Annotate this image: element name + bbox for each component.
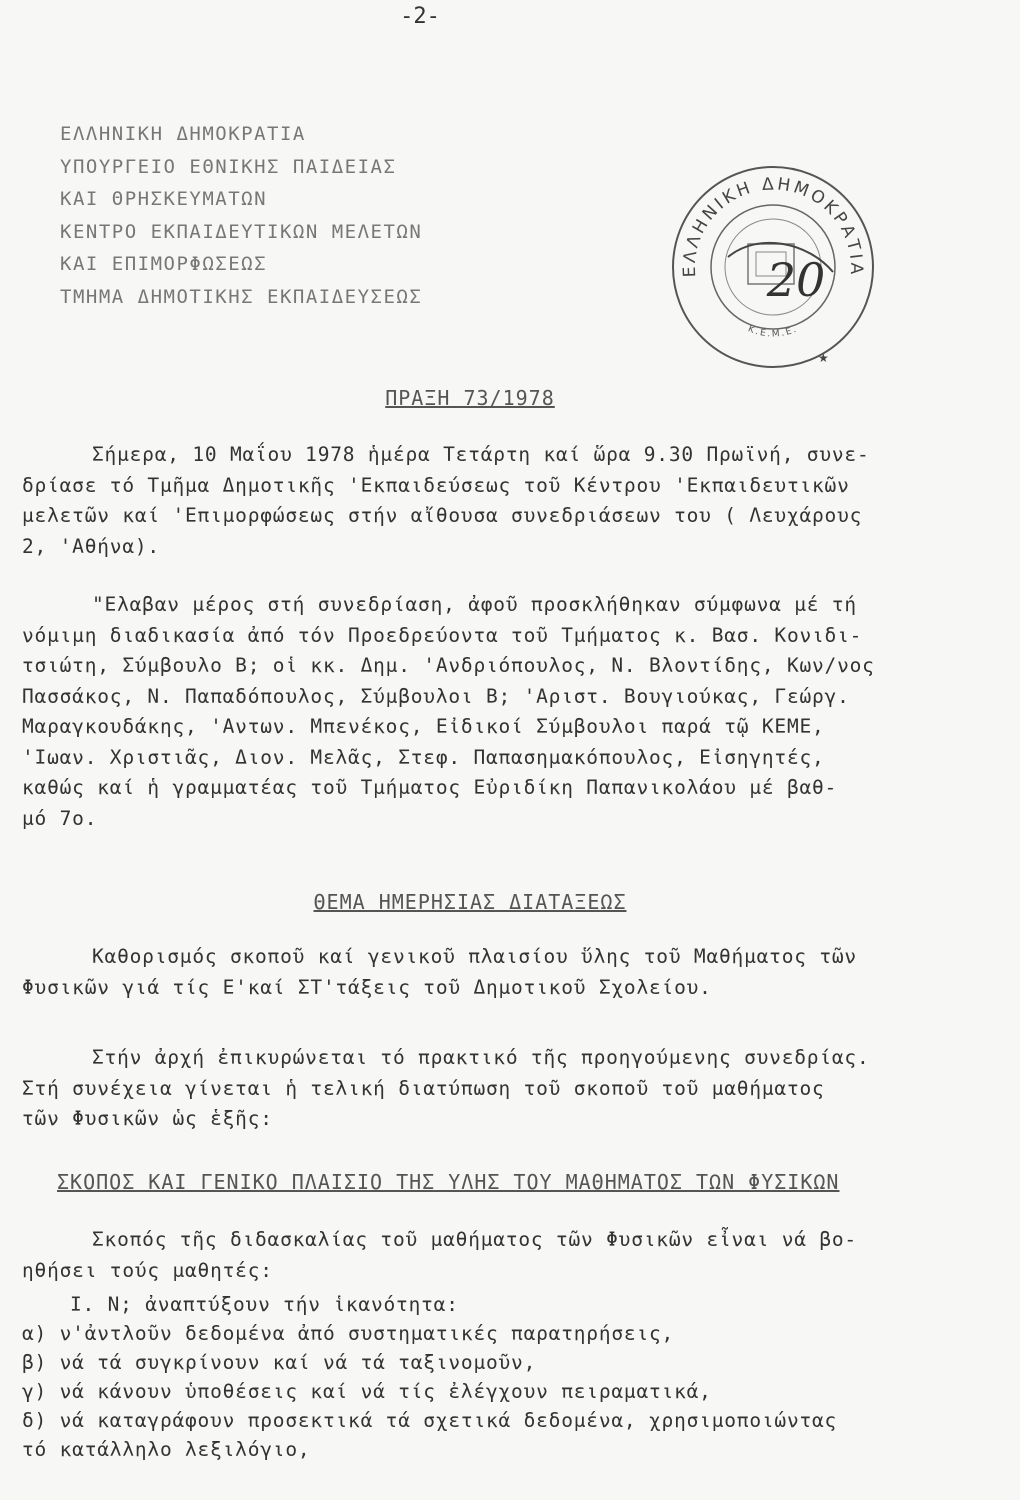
letterhead-line: ΤΜΗΜΑ ΔΗΜΟΤΙΚΗΣ ΕΚΠΑΙΔΕΥΣΕΩΣ xyxy=(60,285,423,308)
letterhead-line: ΚΕΝΤΡΟ ΕΚΠΑΙΔΕΥΤΙΚΩΝ ΜΕΛΕΤΩΝ xyxy=(60,220,423,243)
text-line: ηθήσει τούς μαθητές: xyxy=(22,1258,273,1282)
text-line: 2, 'Αθήνα). xyxy=(22,534,160,558)
letterhead-line: ΚΑΙ ΘΡΗΣΚΕΥΜΑΤΩΝ xyxy=(60,188,268,210)
list-heading: Ι. Ν; ἀναπτύξουν τήν ἱκανότητα: xyxy=(70,1293,459,1316)
seal-bottom-text: Κ.Ε.Μ.Ε. xyxy=(746,324,800,340)
letterhead-line: ΥΠΟΥΡΓΕΙΟ ΕΘΝΙΚΗΣ ΠΑΙΔΕΙΑΣ xyxy=(60,155,397,178)
page-number: -2- xyxy=(400,4,440,29)
text-line: τσιώτη, Σύμβουλο Β; οἱ κκ. Δημ. 'Ανδριόπουλος, Ν. Βλοντίδης, Κων/νος xyxy=(22,654,875,677)
text-line: "Ελαβαν μέρος στή συνεδρίαση, ἀφοῦ προσκλήθηκαν σύμφωνα μέ τή xyxy=(92,593,857,616)
text-line: καθώς καί ἡ γραμματέας τοῦ Τμήματος Εὐριδίκη Παπανικολάου μέ βαθ- xyxy=(22,776,838,799)
paragraph-agenda xyxy=(22,942,942,1003)
section-heading: ΣΚΟΠΟΣ ΚΑΙ ΓΕΝΙΚΟ ΠΛΑΙΣΙΟ ΤΗΣ ΥΛΗΣ ΤΟΥ ΜΑΘΗΜΑΤΟΣ ΤΩΝ ΦΥΣΙΚΩΝ xyxy=(57,1170,840,1194)
text-line: Σήμερα, 10 Μαΐου 1978 ἡμέρα Τετάρτη καί ὥρα 9.30 Πρωϊνή, συνε- xyxy=(92,443,870,466)
text-line: δρίασε τό Τμῆμα Δημοτικῆς 'Εκπαιδεύσεως τοῦ Κέντρου 'Εκπαιδευτικῶν xyxy=(22,473,850,497)
text-line: τῶν Φυσικῶν ὡς ἑξῆς: xyxy=(22,1107,273,1130)
text-line: μό 7ο. xyxy=(22,806,98,830)
list-item: β) νά τά συγκρίνουν καί νά τά ταξινομοῦν, xyxy=(22,1351,537,1374)
text-line: Φυσικῶν γιά τίς Ε'καί ΣΤ'τάξεις τοῦ Δημοτικοῦ Σχολείου. xyxy=(22,975,712,999)
text-line: Καθορισμός σκοποῦ καί γενικοῦ πλαισίου ὕλης τοῦ Μαθήματος τῶν xyxy=(92,945,857,968)
seal-handwritten-number: 20 xyxy=(766,253,826,307)
official-seal-stamp xyxy=(668,162,878,372)
paragraph-participants xyxy=(22,590,942,834)
text-line: Πασσάκος, Ν. Παπαδόπουλος, Σύμβουλοι Β; 'Αριστ. Βουγιούκας, Γεώργ. xyxy=(22,684,850,708)
text-line: Στή συνέχεια γίνεται ἡ τελική διατύπωση τοῦ σκοποῦ τοῦ μαθήματος xyxy=(22,1076,825,1100)
letterhead-line: ΚΑΙ ΕΠΙΜΟΡΦΩΣΕΩΣ xyxy=(60,253,268,275)
text-line: Σκοπός τῆς διδασκαλίας τοῦ μαθήματος τῶν Φυσικῶν εἶναι νά βο- xyxy=(92,1228,857,1251)
text-line: Στήν ἀρχή ἐπικυρώνεται τό πρακτικό τῆς προηγούμενης συνεδρίας. xyxy=(92,1046,870,1069)
text-line: μελετῶν καί 'Επιμορφώσεως στήν αἴθουσα συνεδριάσεων του ( Λευχάρους xyxy=(22,504,863,527)
star-icon: ★ xyxy=(818,351,829,365)
objectives-list xyxy=(22,1290,837,1464)
paragraph-proceedings xyxy=(22,1043,942,1135)
seal-outer-text: ΕΛΛΗΝΙΚΗ ΔΗΜΟΚΡΑΤΙΑ xyxy=(679,174,867,278)
agenda-heading: ΘΕΜΑ ΗΜΕΡΗΣΙΑΣ ΔΙΑΤΑΞΕΩΣ xyxy=(313,890,627,914)
text-line: Μαραγκουδάκης, 'Αντων. Μπενέκος, Εἰδικοί Σύμβουλοι παρά τῷ ΚΕΜΕ, xyxy=(22,715,825,738)
list-item: δ) νά καταγράφουν προσεκτικά τά σχετικά δεδομένα, χρησιμοποιώντας xyxy=(22,1409,838,1432)
paragraph-purpose xyxy=(22,1225,942,1286)
list-item: γ) νά κάνουν ὑποθέσεις καί νά τίς ἐλέγχουν πειραματικά, xyxy=(22,1380,712,1403)
list-item: α) ν'ἀντλοῦν δεδομένα ἀπό συστηματικές παρατηρήσεις, xyxy=(22,1322,675,1345)
text-line: 'Ιωαν. Χριστιᾶς, Διον. Μελᾶς, Στεφ. Παπασημακόπουλος, Εἰσηγητές, xyxy=(22,745,825,769)
letterhead xyxy=(60,118,422,313)
text-line: νόμιμη διαδικασία ἀπό τόν Προεδρεύοντα τοῦ Τμήματος κ. Βασ. Κονιδι- xyxy=(22,623,863,647)
paragraph-meeting xyxy=(22,440,942,562)
list-item: τό κατάλληλο λεξιλόγιο, xyxy=(22,1438,311,1461)
letterhead-line: ΕΛΛΗΝΙΚΗ ΔΗΜΟΚΡΑΤΙΑ xyxy=(60,123,306,145)
document-title: ΠΡΑΞΗ 73/1978 xyxy=(385,386,555,410)
